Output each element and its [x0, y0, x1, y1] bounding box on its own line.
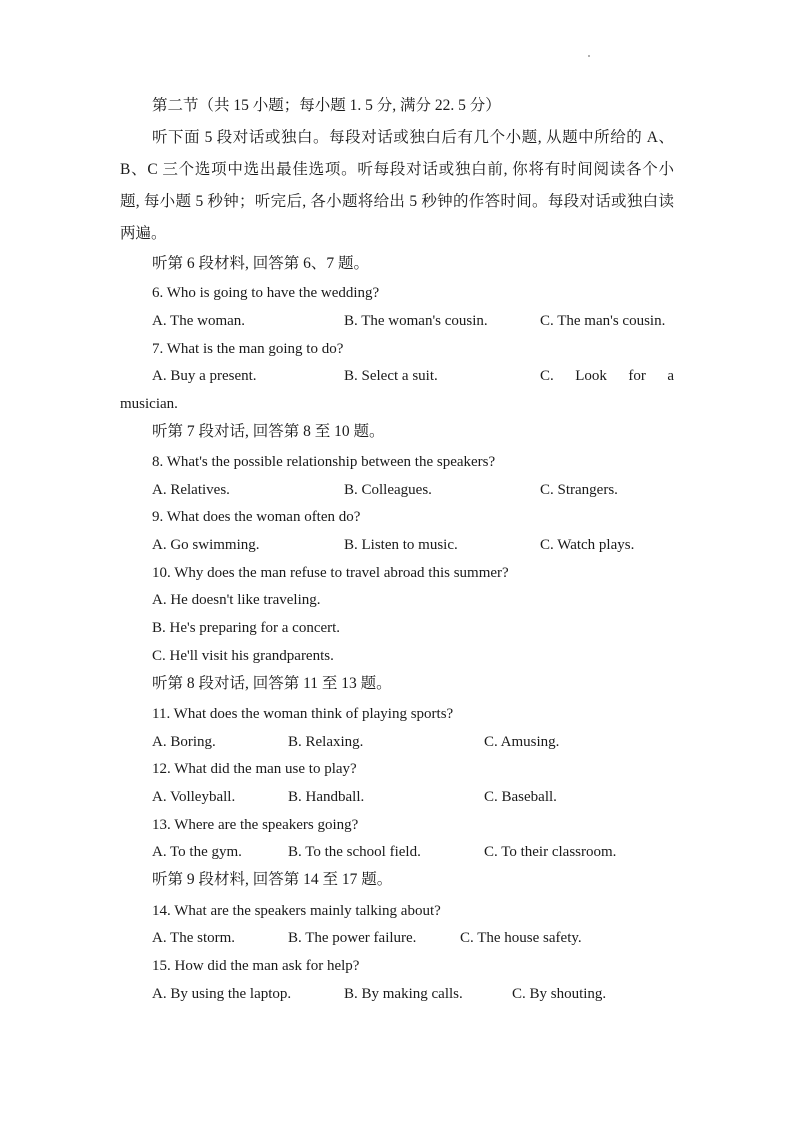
question-8: 8. What's the possible relationship between the speakers?	[152, 454, 496, 470]
option-6c: C. The man's cousin.	[540, 313, 666, 329]
option-14b: B. The power failure.	[288, 930, 417, 946]
instruction-line-2: B、C 三个选项中选出最佳选项。听每段对话或独白前, 你将有时间阅读各个小	[120, 161, 674, 178]
option-7c: C. Look for a	[540, 368, 674, 384]
question-6: 6. Who is going to have the wedding?	[152, 285, 380, 301]
question-13: 13. Where are the speakers going?	[152, 817, 359, 833]
question-15: 15. How did the man ask for help?	[152, 958, 360, 974]
option-13c: C. To their classroom.	[484, 844, 617, 860]
option-14a: A. The storm.	[152, 930, 236, 946]
option-15c: C. By shouting.	[512, 986, 607, 1002]
option-12c: C. Baseball.	[484, 789, 557, 805]
option-11a: A. Boring.	[152, 734, 216, 750]
option-14c: C. The house safety.	[460, 930, 582, 946]
question-14: 14. What are the speakers mainly talking about?	[152, 903, 441, 919]
option-8c: C. Strangers.	[540, 482, 618, 498]
instruction-line-4: 两遍。	[120, 225, 167, 242]
section-header: 第二节（共 15 小题；每小题 1. 5 分, 满分 22. 5 分）	[152, 97, 501, 114]
option-13b: B. To the school field.	[288, 844, 421, 860]
option-7b: B. Select a suit.	[344, 368, 438, 384]
question-11: 11. What does the woman think of playing sports?	[152, 706, 454, 722]
group-heading-8: 听第 8 段对话, 回答第 11 至 13 题。	[152, 675, 392, 692]
option-12b: B. Handball.	[288, 789, 365, 805]
option-15b: B. By making calls.	[344, 986, 463, 1002]
option-13a: A. To the gym.	[152, 844, 242, 860]
option-15a: A. By using the laptop.	[152, 986, 292, 1002]
instruction-line-1: 听下面 5 段对话或独白。每段对话或独白后有几个小题, 从题中所给的 A、	[152, 129, 674, 146]
option-10a: A. He doesn't like traveling.	[152, 592, 321, 608]
option-8b: B. Colleagues.	[344, 482, 432, 498]
option-12a: A. Volleyball.	[152, 789, 236, 805]
option-8a: A. Relatives.	[152, 482, 230, 498]
option-11c: C. Amusing.	[484, 734, 560, 750]
instruction-line-3: 题, 每小题 5 秒钟；听完后, 各小题将给出 5 秒钟的作答时间。每段对话或独白读	[120, 193, 674, 210]
option-10b: B. He's preparing for a concert.	[152, 620, 341, 636]
option-11b: B. Relaxing.	[288, 734, 364, 750]
option-6a: A. The woman.	[152, 313, 246, 329]
option-9c: C. Watch plays.	[540, 537, 635, 553]
group-heading-9: 听第 9 段材料, 回答第 14 至 17 题。	[152, 871, 393, 888]
group-heading-6: 听第 6 段材料, 回答第 6、7 题。	[152, 255, 370, 272]
option-9b: B. Listen to music.	[344, 537, 458, 553]
option-7a: A. Buy a present.	[152, 368, 257, 384]
scan-speck	[588, 55, 590, 57]
option-6b: B. The woman's cousin.	[344, 313, 488, 329]
option-10c: C. He'll visit his grandparents.	[152, 648, 334, 664]
group-heading-7: 听第 7 段对话, 回答第 8 至 10 题。	[152, 423, 385, 440]
question-7: 7. What is the man going to do?	[152, 341, 344, 357]
question-10: 10. Why does the man refuse to travel abroad this summer?	[152, 565, 509, 581]
option-9a: A. Go swimming.	[152, 537, 260, 553]
question-12: 12. What did the man use to play?	[152, 761, 357, 777]
question-9: 9. What does the woman often do?	[152, 509, 361, 525]
option-7c-continuation: musician.	[120, 396, 178, 412]
